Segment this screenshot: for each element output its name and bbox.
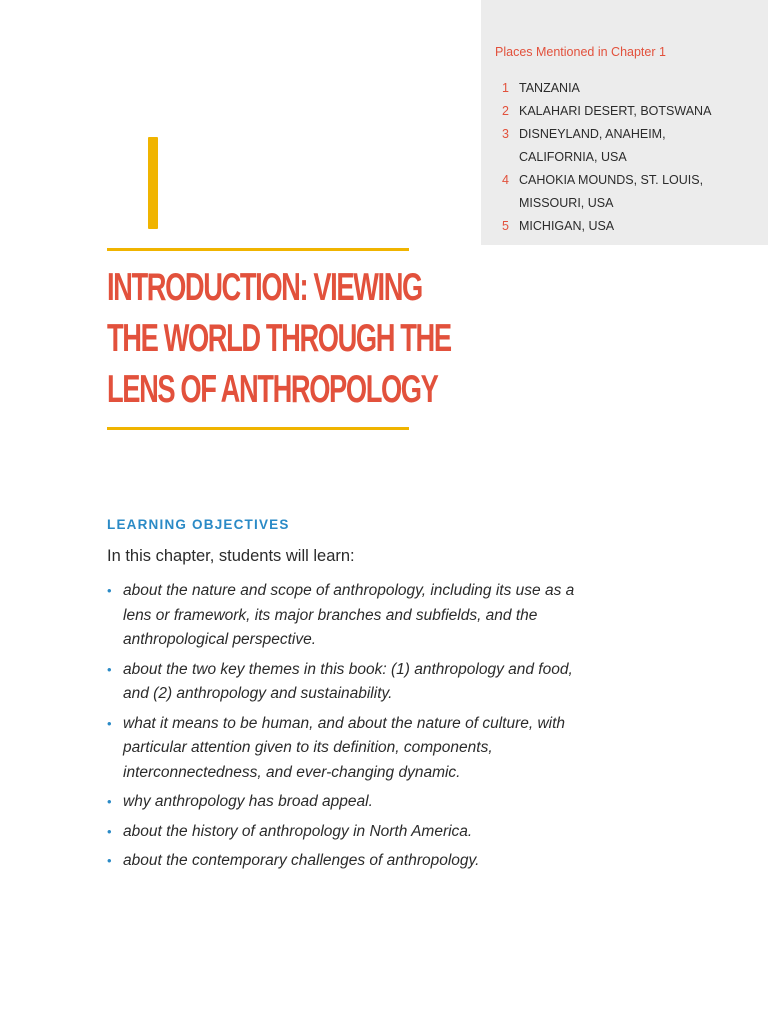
- bullet-icon: •: [107, 715, 112, 731]
- place-name: DISNEYLAND, ANAHEIM, CALIFORNIA, USA: [519, 127, 666, 164]
- place-item: [481, 77, 768, 100]
- sidebar-title: Places Mentioned in Chapter 1: [495, 45, 666, 59]
- objective-text: about the history of anthropology in North America.: [123, 822, 473, 840]
- place-name: TANZANIA: [519, 81, 580, 95]
- objective-item: [107, 658, 587, 707]
- place-number: 3: [502, 127, 509, 141]
- objective-item: [107, 579, 587, 653]
- bullet-icon: •: [107, 853, 112, 868]
- objective-text: what it means to be human, and about the nature of culture, with particular attention given to its definition, components, interconnectedness, and ever-changing dynamic.: [123, 714, 566, 781]
- objective-item: [107, 820, 587, 845]
- objective-item: [107, 790, 587, 815]
- title-rule-top: [107, 248, 409, 251]
- objective-item: [107, 849, 587, 874]
- chapter-title-line: THE WORLD THROUGH THE: [107, 317, 451, 360]
- chapter-number-graphic: [148, 137, 158, 229]
- bullet-icon: •: [107, 583, 112, 598]
- place-item: [481, 169, 768, 215]
- objective-text: about the two key themes in this book: (1) anthropology and food, and (2) anthropology and sustainability.: [123, 660, 573, 702]
- chapter-title-line: INTRODUCTION: VIEWING: [107, 266, 422, 309]
- place-name: CAHOKIA MOUNDS, ST. LOUIS, MISSOURI, USA: [519, 173, 704, 210]
- chapter-title: [107, 262, 451, 415]
- bullet-icon: •: [107, 661, 112, 677]
- place-name: MICHIGAN, USA: [519, 219, 615, 233]
- objective-text: about the contemporary challenges of anthropology.: [123, 852, 480, 869]
- objective-text: why anthropology has broad appeal.: [123, 793, 373, 810]
- place-item: [481, 100, 768, 123]
- title-rule-bottom: [107, 427, 409, 430]
- objective-item: [107, 712, 587, 786]
- place-item: [481, 123, 768, 169]
- learning-objectives-heading: LEARNING OBJECTIVES: [107, 517, 290, 533]
- place-number: 2: [502, 104, 509, 118]
- places-list: [481, 77, 768, 238]
- objectives-intro: In this chapter, students will learn:: [107, 547, 355, 565]
- place-number: 1: [502, 81, 509, 95]
- objective-text: about the nature and scope of anthropology, including its use as a lens or framework, its major branches and subfields, and the anthropological perspective.: [123, 582, 575, 648]
- objectives-list: [107, 579, 587, 879]
- bullet-icon: •: [107, 823, 112, 839]
- places-sidebar: [481, 0, 768, 245]
- place-name: KALAHARI DESERT, BOTSWANA: [519, 104, 712, 118]
- place-item: [481, 215, 768, 238]
- place-number: 4: [502, 173, 509, 187]
- bullet-icon: •: [107, 794, 112, 809]
- chapter-title-line: LENS OF ANTHROPOLOGY: [107, 368, 438, 411]
- place-number: 5: [502, 219, 509, 233]
